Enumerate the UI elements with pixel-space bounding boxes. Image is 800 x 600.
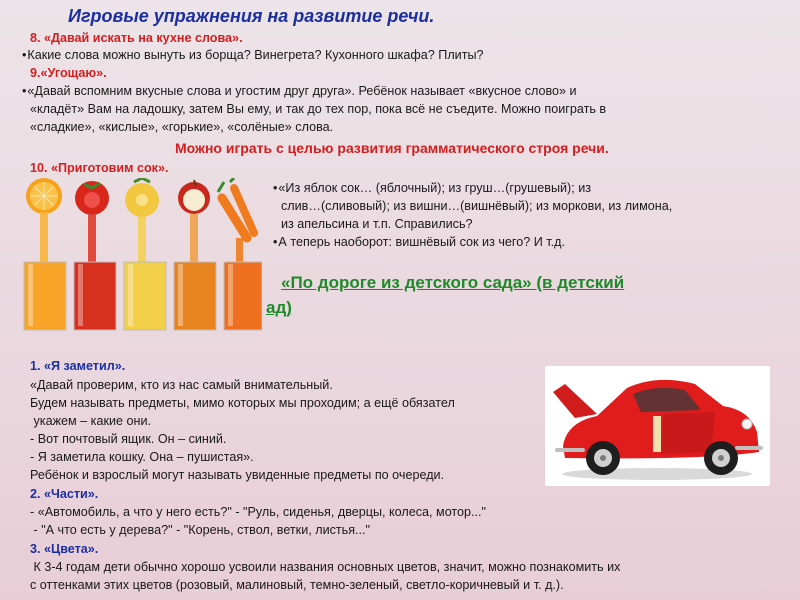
kindergarten-heading-line-1: «По дороге из детского сада» (в детский [281, 273, 625, 292]
item-1-line-1: «Давай проверим, кто из нас самый внимательный. [30, 378, 333, 392]
section-9-heading: 9.«Угощаю». [30, 66, 107, 80]
item-1-line-3: укажем – какие они. [30, 414, 152, 428]
item-3-line-2: с оттенками этих цветов (розовый, малиновый, темно-зеленый, светло-коричневый и т. д.). [30, 578, 564, 592]
section-10-line-2: слив…(сливовый); из вишни…(вишнёвый); из моркови, из лимона, [281, 199, 673, 213]
red-car-image [545, 366, 770, 486]
item-1-line-2: Будем называть предметы, мимо которых мы проходим; а ещё обязател [30, 396, 455, 410]
item-2-line-2: - "А что есть у дерева?" - "Корень, ствол, ветки, листья..." [30, 523, 371, 537]
item-3-line-1: К 3-4 годам дети обычно хорошо усвоили названия основных цветов, значит, можно познакомить их [30, 560, 621, 574]
item-1-line-5: - Я заметила кошку. Она – пушистая». [30, 450, 254, 464]
section-8-text: • Какие слова можно вынуть из борща? Винегрета? Кухонного шкафа? Плиты? [22, 47, 484, 64]
section-8-heading: 8. «Давай искать на кухне слова». [30, 31, 243, 45]
section-10-heading: 10. «Приготовим сок». [30, 161, 169, 175]
section-9-line-1: • «Давай вспомним вкусные слова и угостим друг друга». Ребёнок называет «вкусное слово» и [22, 83, 577, 100]
juice-glasses-image [22, 178, 262, 333]
section-10-line-1: • «Из яблок сок… (яблочный); из груш…(грушевый); из [273, 180, 591, 197]
section-10-line-3: из апельсина и т.п. Справились? [281, 217, 473, 231]
section-9-line-2: «кладёт» Вам на ладошку, затем Вы ему, и так до тех пор, пока всё не съедите. Можно поиграть в [30, 102, 607, 116]
item-3-heading: 3. «Цвета». [30, 542, 99, 556]
item-2-heading: 2. «Части». [30, 487, 99, 501]
section-10-line-4: • А теперь наоборот: вишнёвый сок из чего? И т.д. [273, 234, 565, 251]
item-1-heading: 1. «Я заметил». [30, 359, 126, 373]
section-9-line-3: «сладкие», «кислые», «горькие», «солёные» слова. [30, 120, 334, 134]
section-9-note: Можно играть с целью развития грамматического строя речи. [175, 140, 609, 156]
page-title: Игровые упражнения на развитие речи. [68, 6, 435, 26]
item-1-line-6: Ребёнок и взрослый могут называть увиденные предметы по очереди. [30, 468, 445, 482]
item-1-line-4: - Вот почтовый ящик. Он – синий. [30, 432, 227, 446]
item-2-line-1: - «Автомобиль, а что у него есть?" - "Руль, сиденья, дверцы, колеса, мотор..." [30, 505, 487, 519]
kindergarten-heading-line-2: ад) [266, 298, 292, 317]
